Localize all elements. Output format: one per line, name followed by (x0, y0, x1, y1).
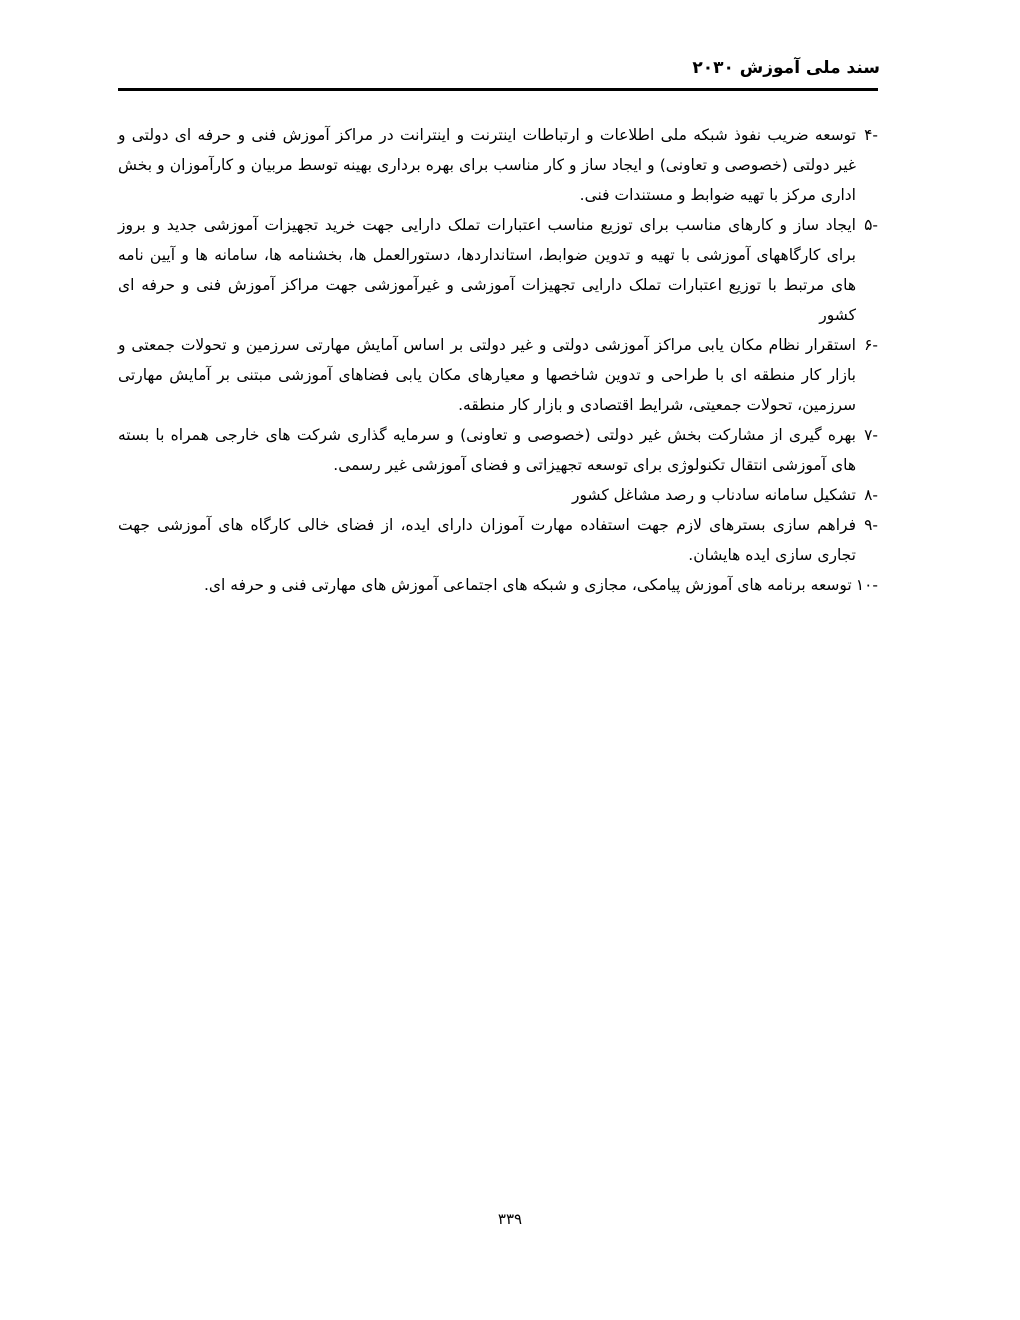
list-item-9 (118, 510, 878, 570)
document-title: سند ملی آموزش ۲۰۳۰ (692, 58, 880, 78)
item-number: -۴ (864, 126, 878, 144)
list-item-10 (118, 570, 878, 600)
header-divider (118, 88, 878, 91)
item-text: توسعه برنامه های آموزش پیامکی، مجازی و شبکه های اجتماعی آموزش های مهارتی فنی و حرفه ای. (203, 576, 852, 594)
item-number: -۹ (864, 516, 878, 534)
list-item-8 (118, 480, 878, 510)
page-number: ۳۳۹ (497, 1210, 523, 1228)
item-text: توسعه ضریب نفوذ شبکه ملی اطلاعات و ارتباطات اینترنت و اینترانت در مراکز آموزش فنی و حرفه ای دولتی و غیر دولتی (خصوصی و تعاونی) و ایجاد ساز و کار مناسب برای بهره برداری بهینه توسط مربیان و کارآموزان و بخش اداری مرکز با تهیه ضوابط و مستندات فنی. (118, 126, 856, 204)
item-text: تشکیل سامانه سادناب و رصد مشاغل کشور (572, 486, 856, 504)
item-number: -۷ (864, 426, 878, 444)
item-number: -۶ (864, 336, 878, 354)
item-text: بهره گیری از مشارکت بخش غیر دولتی (خصوصی و تعاونی) و سرمایه گذاری شرکت های خارجی همراه با بسته های آموزشی انتقال تکنولوژی برای توسعه تجهیزاتی و فضای آموزشی غیر رسمی. (118, 426, 856, 474)
list-item-4 (118, 120, 878, 210)
item-list (118, 120, 878, 600)
item-text: ایجاد ساز و کارهای مناسب برای توزیع مناسب اعتبارات تملک دارایی جهت خرید تجهیزات آموزشی جدید و بروز برای کارگاههای آموزشی با تهیه و تدوین ضوابط، استانداردها، دستورالعمل ها، بخشنامه ها، سامانه ها و آیین نامه های مرتبط با توزیع اعتبارات تملک دارایی تجهیزات آموزشی و غیرآموزشی جهت مراکز آموزش فنی و حرفه ای کشور (118, 216, 856, 324)
list-item-7 (118, 420, 878, 480)
list-item-6 (118, 330, 878, 420)
item-text: فراهم سازی بسترهای لازم جهت استفاده مهارت آموزان دارای ایده، از فضای خالی کارگاه های آموزشی جهت تجاری سازی ایده هایشان. (118, 516, 856, 564)
item-number: -۸ (864, 486, 878, 504)
item-text: استقرار نظام مکان یابی مراکز آموزشی دولتی و غیر دولتی بر اساس آمایش مهارتی سرزمین و تحولات جمعتی و بازار کار منطقه ای با طراحی و تدوین شاخصها و معیارهای مکان یابی فضاهای آموزشی مبتنی بر آمایش مهارتی سرزمین، تحولات جمعیتی، شرایط اقتصادی و بازار کار منطقه. (118, 336, 856, 414)
item-number: -۱۰ (855, 576, 878, 594)
list-item-5 (118, 210, 878, 330)
item-number: -۵ (864, 216, 878, 234)
